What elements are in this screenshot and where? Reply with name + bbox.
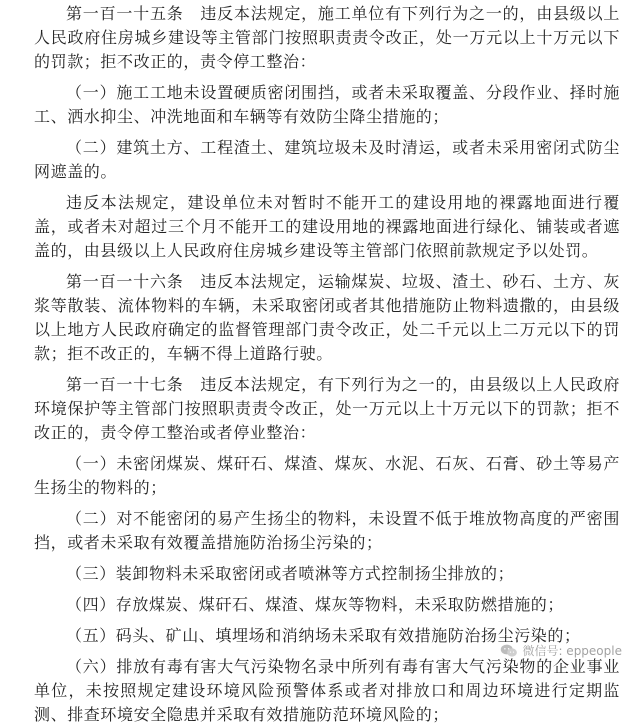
watermark-text: 微信号: eppeople [522,644,622,658]
article-116-paragraph: 第一百一十六条 违反本法规定，运输煤炭、垃圾、渣土、砂石、土方、灰浆等散装、流体物料的车辆，未采取密闭或者其他措施防止物料遗撒的，由县级以上地方人民政府确定的监督管理部门责令改正，处二千元以上二万元以下的罚款；拒不改正的，车辆不得上道路行驶。 [34,272,620,363]
wechat-icon [500,642,518,660]
article-117-item-6: （六）排放有毒有害大气污染物名录中所列有毒有害大气污染物的企业事业单位，未按照规定建设环境风险预警体系或者对排放口和周边环境进行定期监测、排查环境安全隐患并采取有效措施防范环境风险的； [34,657,620,724]
article-117-item-1: （一）未密闭煤炭、煤矸石、煤渣、煤灰、水泥、石灰、石膏、砂土等易产生扬尘的物料的； [34,454,620,497]
article-115-item-2: （二）建筑土方、工程渣土、建筑垃圾未及时清运，或者未采用密闭式防尘网遮盖的。 [34,138,620,181]
article-117-item-2: （二）对不能密闭的易产生扬尘的物料，未设置不低于堆放物高度的严密围挡，或者未采取有效覆盖措施防治扬尘污染的； [34,509,620,552]
article-115-paragraph: 第一百一十五条 违反本法规定，施工单位有下列行为之一的，由县级以上人民政府住房城乡建设等主管部门按照职责责令改正，处一万元以上十万元以下的罚款；拒不改正的，责令停工整治： [34,4,620,71]
article-117-item-5: （五）码头、矿山、填埋场和消纳场未采取有效措施防治扬尘污染的； [66,626,581,645]
article-117-paragraph: 第一百一十七条 违反本法规定，有下列行为之一的，由县级以上人民政府环境保护等主管部门按照职责责令改正，处一万元以上十万元以下的罚款；拒不改正的，责令停工整治或者停业整治： [34,375,620,442]
article-115-paragraph-2: 违反本法规定，建设单位未对暂时不能开工的建设用地的裸露地面进行覆盖，或者未对超过三个月不能开工的建设用地的裸露地面进行绿化、铺装或者遮盖的，由县级以上人民政府住房城乡建设等主管部门依照前款规定予以处罚。 [34,193,620,260]
article-117-item-4: （四）存放煤炭、煤矸石、煤渣、煤灰等物料，未采取防燃措施的； [66,595,565,614]
article-115-item-1: （一）施工工地未设置硬质密闭围挡，或者未采取覆盖、分段作业、择时施工、洒水抑尘、冲洗地面和车辆等有效防尘降尘措施的； [34,83,620,126]
wechat-watermark [500,639,622,663]
article-117-item-3: （三）装卸物料未采取密闭或者喷淋等方式控制扬尘排放的； [66,564,515,583]
